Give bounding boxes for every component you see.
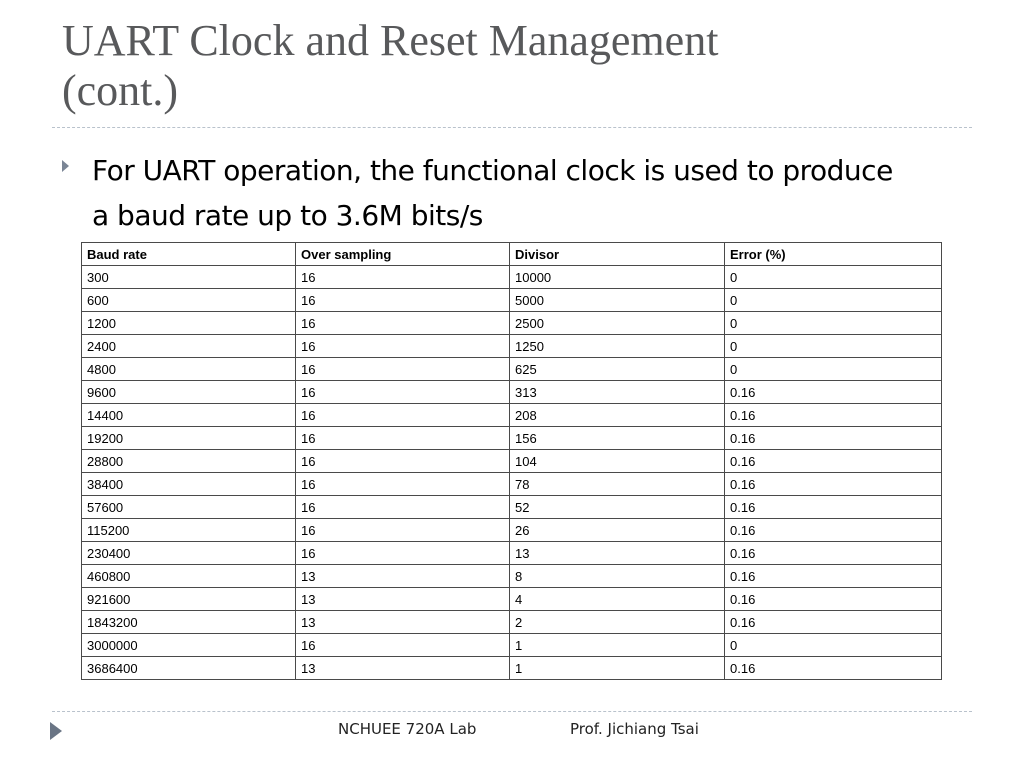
cell-error: 0.16 <box>725 404 942 427</box>
table-row <box>82 335 942 358</box>
footer-professor: Prof. Jichiang Tsai <box>570 720 699 738</box>
table-row <box>82 519 942 542</box>
triangle-bullet-icon <box>62 160 69 172</box>
table-row <box>82 565 942 588</box>
cell-error: 0.16 <box>725 542 942 565</box>
cell-baud-rate: 57600 <box>82 496 296 519</box>
cell-divisor: 1 <box>510 634 725 657</box>
header-error: Error (%) <box>725 243 942 266</box>
cell-error: 0.16 <box>725 473 942 496</box>
cell-over-sampling: 13 <box>296 657 510 680</box>
cell-error: 0 <box>725 335 942 358</box>
cell-baud-rate: 4800 <box>82 358 296 381</box>
cell-error: 0.16 <box>725 381 942 404</box>
table-row <box>82 404 942 427</box>
title-divider <box>52 127 972 128</box>
bullet-text: For UART operation, the functional clock is used to produce a baud rate up to 3.6M bits/s <box>92 154 893 232</box>
cell-divisor: 4 <box>510 588 725 611</box>
cell-over-sampling: 16 <box>296 358 510 381</box>
cell-baud-rate: 2400 <box>82 335 296 358</box>
table-row <box>82 542 942 565</box>
cell-divisor: 104 <box>510 450 725 473</box>
cell-baud-rate: 3000000 <box>82 634 296 657</box>
triangle-footer-icon <box>50 722 62 740</box>
cell-baud-rate: 28800 <box>82 450 296 473</box>
cell-divisor: 156 <box>510 427 725 450</box>
cell-baud-rate: 3686400 <box>82 657 296 680</box>
cell-over-sampling: 16 <box>296 427 510 450</box>
cell-error: 0.16 <box>725 657 942 680</box>
cell-error: 0.16 <box>725 611 942 634</box>
table-row <box>82 289 942 312</box>
cell-over-sampling: 13 <box>296 588 510 611</box>
table-body <box>82 266 942 680</box>
cell-baud-rate: 115200 <box>82 519 296 542</box>
table-row <box>82 496 942 519</box>
cell-over-sampling: 16 <box>296 381 510 404</box>
cell-divisor: 26 <box>510 519 725 542</box>
cell-error: 0.16 <box>725 588 942 611</box>
cell-over-sampling: 13 <box>296 565 510 588</box>
table-row <box>82 588 942 611</box>
footer-divider <box>52 711 972 712</box>
cell-divisor: 1250 <box>510 335 725 358</box>
table-row <box>82 427 942 450</box>
cell-baud-rate: 230400 <box>82 542 296 565</box>
slide-title-line-2: (cont.) <box>62 66 179 115</box>
cell-error: 0 <box>725 358 942 381</box>
cell-over-sampling: 16 <box>296 473 510 496</box>
cell-error: 0 <box>725 634 942 657</box>
cell-baud-rate: 921600 <box>82 588 296 611</box>
cell-baud-rate: 1843200 <box>82 611 296 634</box>
cell-baud-rate: 38400 <box>82 473 296 496</box>
header-baud-rate: Baud rate <box>82 243 296 266</box>
cell-error: 0.16 <box>725 450 942 473</box>
cell-baud-rate: 300 <box>82 266 296 289</box>
cell-over-sampling: 16 <box>296 404 510 427</box>
cell-baud-rate: 14400 <box>82 404 296 427</box>
table-row <box>82 358 942 381</box>
cell-divisor: 1 <box>510 657 725 680</box>
baud-rate-table <box>81 242 942 680</box>
cell-divisor: 13 <box>510 542 725 565</box>
cell-divisor: 10000 <box>510 266 725 289</box>
table-header-row <box>82 243 942 266</box>
cell-over-sampling: 16 <box>296 496 510 519</box>
table-row <box>82 634 942 657</box>
cell-divisor: 78 <box>510 473 725 496</box>
header-divisor: Divisor <box>510 243 725 266</box>
cell-over-sampling: 16 <box>296 542 510 565</box>
cell-baud-rate: 1200 <box>82 312 296 335</box>
table-row <box>82 450 942 473</box>
cell-divisor: 52 <box>510 496 725 519</box>
cell-divisor: 2 <box>510 611 725 634</box>
table-row <box>82 312 942 335</box>
cell-error: 0.16 <box>725 565 942 588</box>
cell-over-sampling: 13 <box>296 611 510 634</box>
table-row <box>82 381 942 404</box>
footer-lab-name: NCHUEE 720A Lab <box>338 720 477 738</box>
cell-error: 0 <box>725 266 942 289</box>
cell-baud-rate: 600 <box>82 289 296 312</box>
cell-over-sampling: 16 <box>296 450 510 473</box>
cell-divisor: 313 <box>510 381 725 404</box>
cell-error: 0.16 <box>725 519 942 542</box>
cell-error: 0 <box>725 289 942 312</box>
cell-divisor: 2500 <box>510 312 725 335</box>
slide-title <box>62 16 962 116</box>
cell-error: 0.16 <box>725 427 942 450</box>
cell-baud-rate: 19200 <box>82 427 296 450</box>
cell-over-sampling: 16 <box>296 634 510 657</box>
cell-divisor: 5000 <box>510 289 725 312</box>
table-row <box>82 266 942 289</box>
cell-over-sampling: 16 <box>296 266 510 289</box>
cell-divisor: 8 <box>510 565 725 588</box>
cell-error: 0.16 <box>725 496 942 519</box>
header-over-sampling: Over sampling <box>296 243 510 266</box>
cell-divisor: 208 <box>510 404 725 427</box>
table-row <box>82 611 942 634</box>
cell-over-sampling: 16 <box>296 312 510 335</box>
slide-title-line-1: UART Clock and Reset Management <box>62 16 719 65</box>
cell-baud-rate: 460800 <box>82 565 296 588</box>
cell-over-sampling: 16 <box>296 289 510 312</box>
cell-over-sampling: 16 <box>296 519 510 542</box>
cell-error: 0 <box>725 312 942 335</box>
cell-divisor: 625 <box>510 358 725 381</box>
table-row <box>82 657 942 680</box>
cell-over-sampling: 16 <box>296 335 510 358</box>
cell-baud-rate: 9600 <box>82 381 296 404</box>
table-row <box>82 473 942 496</box>
